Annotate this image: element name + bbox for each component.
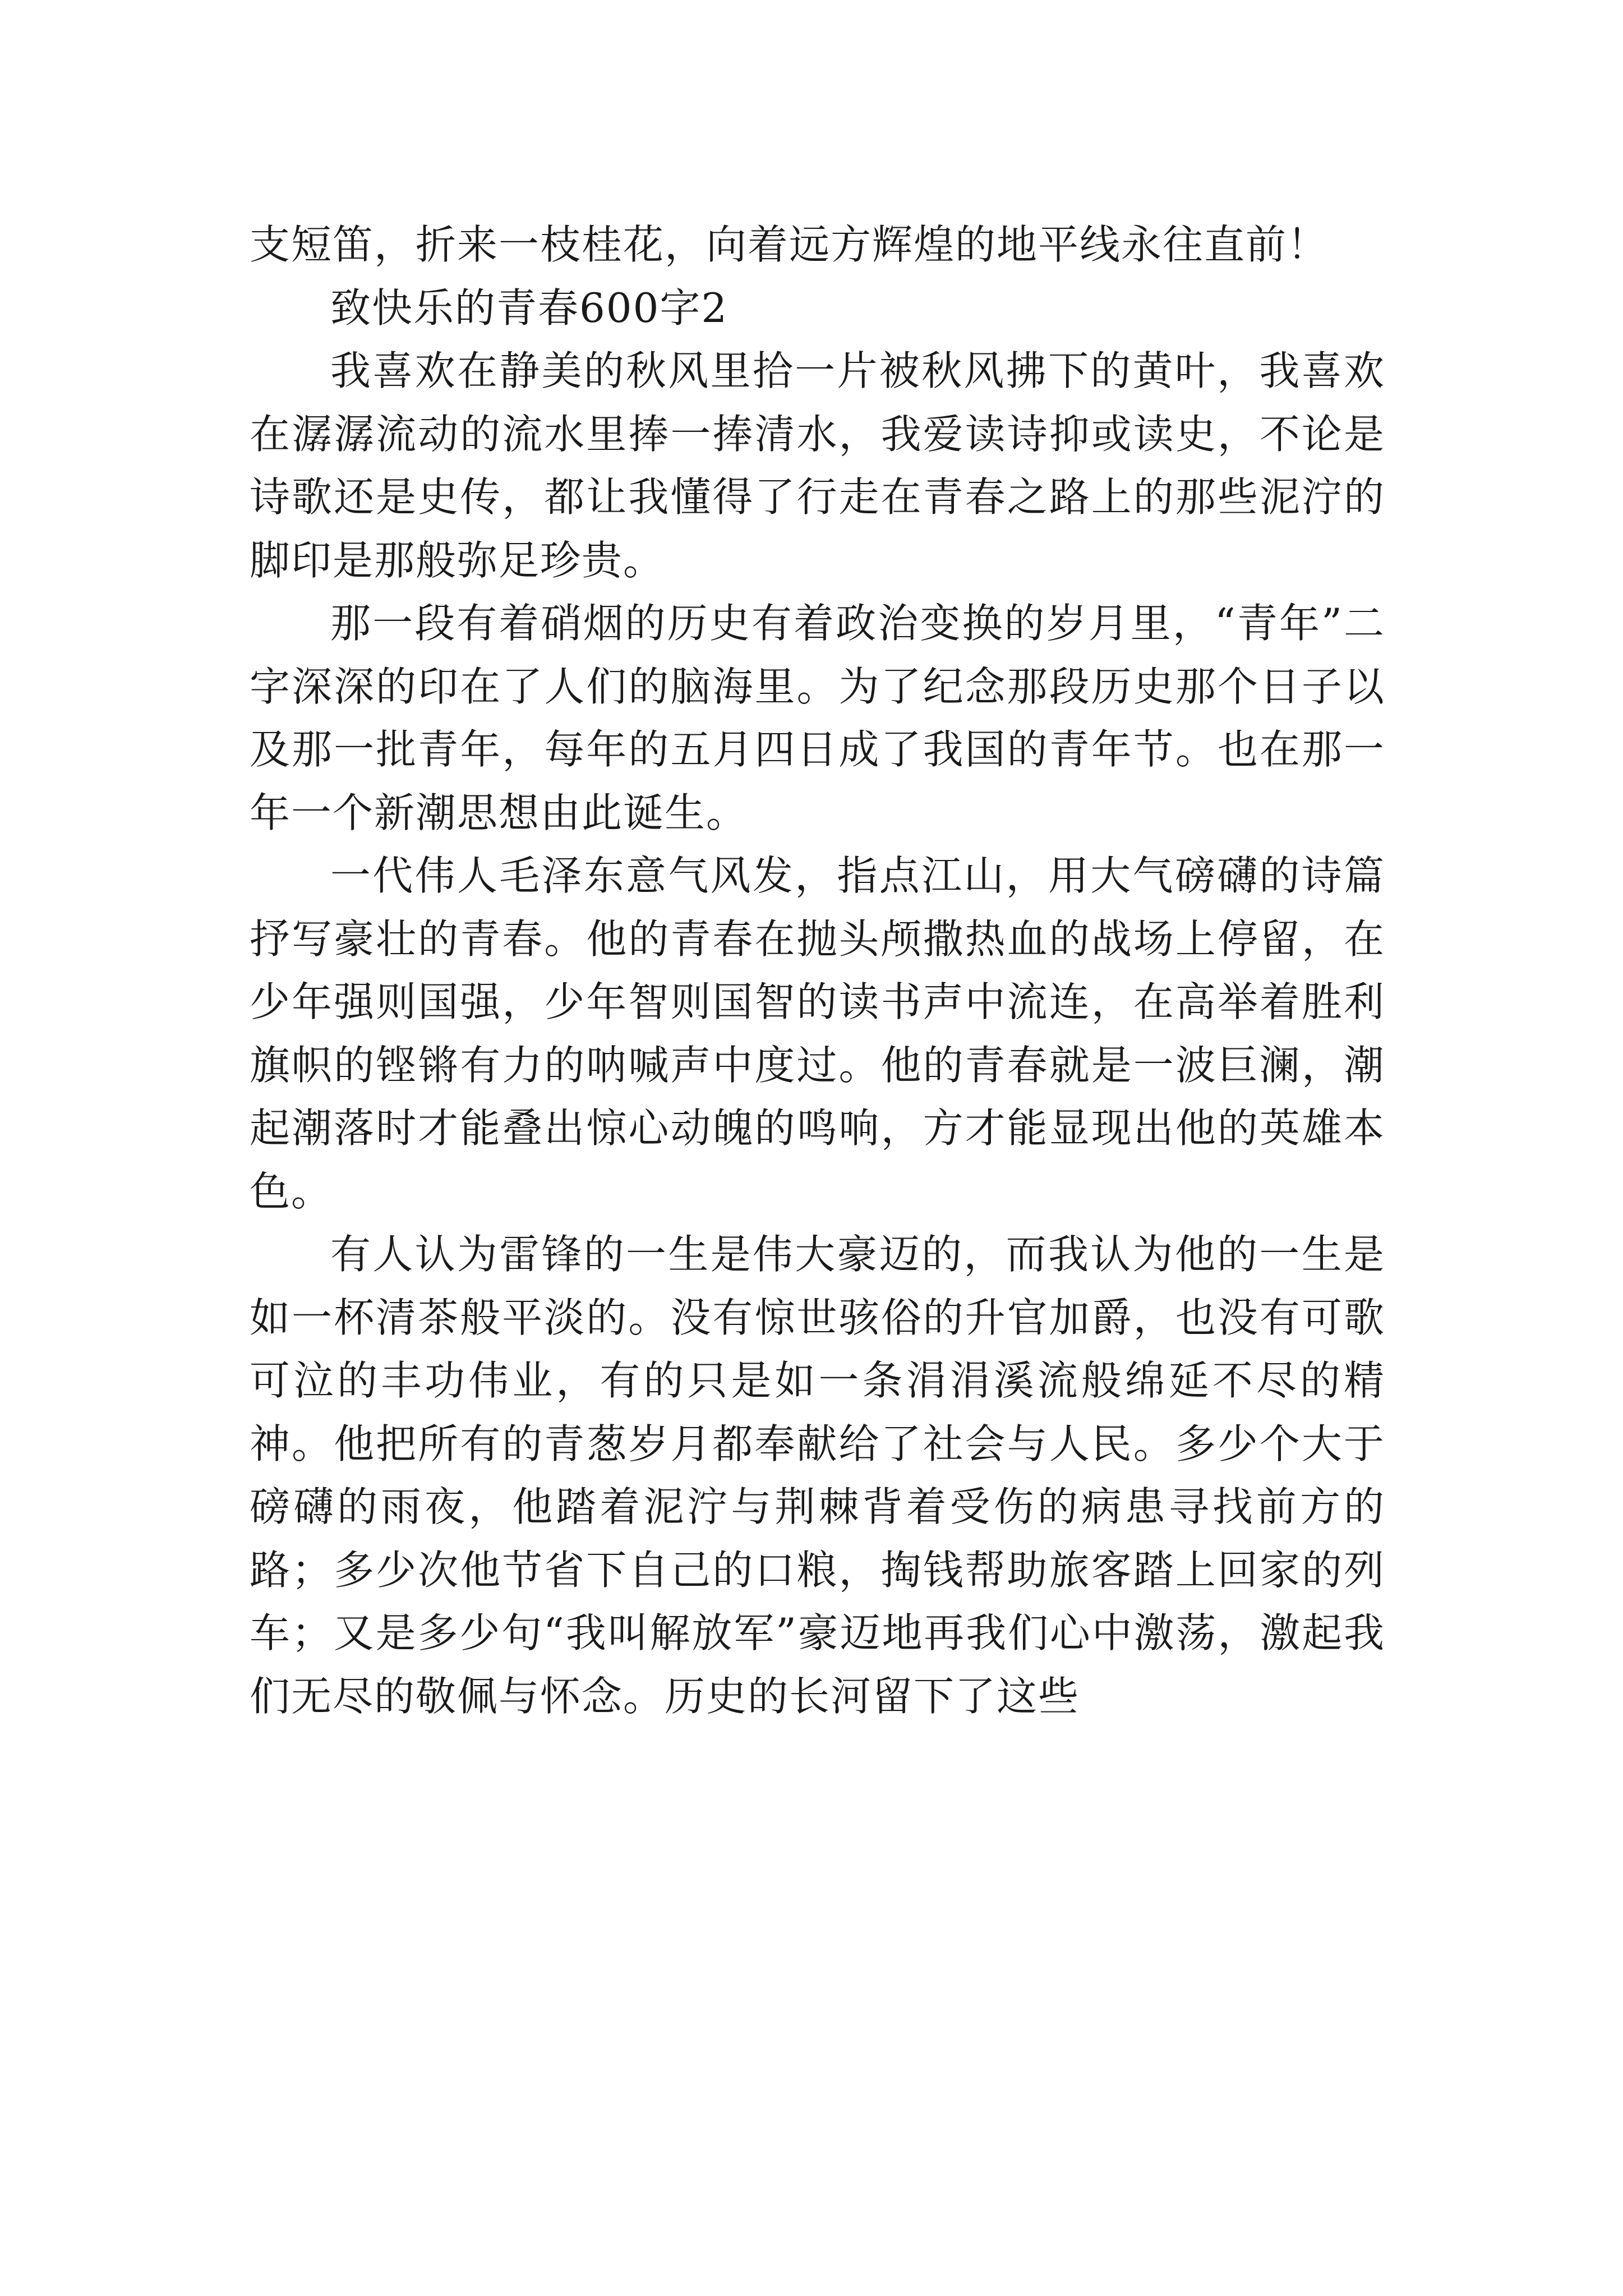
paragraph: 那一段有着硝烟的历史有着政治变换的岁月里，“青年”二字深深的印在了人们的脑海里。为了纪念那段历史那个日子以及那一批青年，每年的五月四日成了我国的青年节。也在那一年一个新潮思想由此诞生。 (250, 600, 1385, 836)
document-body (250, 213, 1385, 1728)
section-heading: 致快乐的青春600字2 (330, 284, 728, 332)
paragraph-continuation: 支短笛，折来一枝桂花，向着远方辉煌的地平线永往直前！ (250, 221, 1329, 268)
paragraph: 有人认为雷锋的一生是伟大豪迈的，而我认为他的一生是如一杯清茶般平淡的。没有惊世骇俗的升官加爵，也没有可歌可泣的丰功伟业，有的只是如一条涓涓溪流般绵延不尽的精神。他把所有的青葱岁月都奉献给了社会与人民。多少个大于磅礴的雨夜，他踏着泥泞与荆棘背着受伤的病患寻找前方的路；多少次他节省下自己的口粮，掏钱帮助旅客踏上回家的列车；又是多少句“我叫解放军”豪迈地再我们心中激荡，激起我们无尽的敬佩与怀念。历史的长河留下了这些 (250, 1231, 1385, 1720)
paragraph: 我喜欢在静美的秋风里拾一片被秋风拂下的黄叶，我喜欢在潺潺流动的流水里捧一捧清水，我爱读诗抑或读史，不论是诗歌还是史传，都让我懂得了行走在青春之路上的那些泥泞的脚印是那般弥足珍贵。 (250, 347, 1385, 584)
paragraph: 一代伟人毛泽东意气风发，指点江山，用大气磅礴的诗篇抒写豪壮的青春。他的青春在抛头颅撒热血的战场上停留，在少年强则国强，少年智则国智的读书声中流连，在高举着胜利旗帜的铿锵有力的呐喊声中度过。他的青春就是一波巨澜，潮起潮落时才能叠出惊心动魄的鸣响，方才能显现出他的英雄本色。 (250, 852, 1385, 1215)
